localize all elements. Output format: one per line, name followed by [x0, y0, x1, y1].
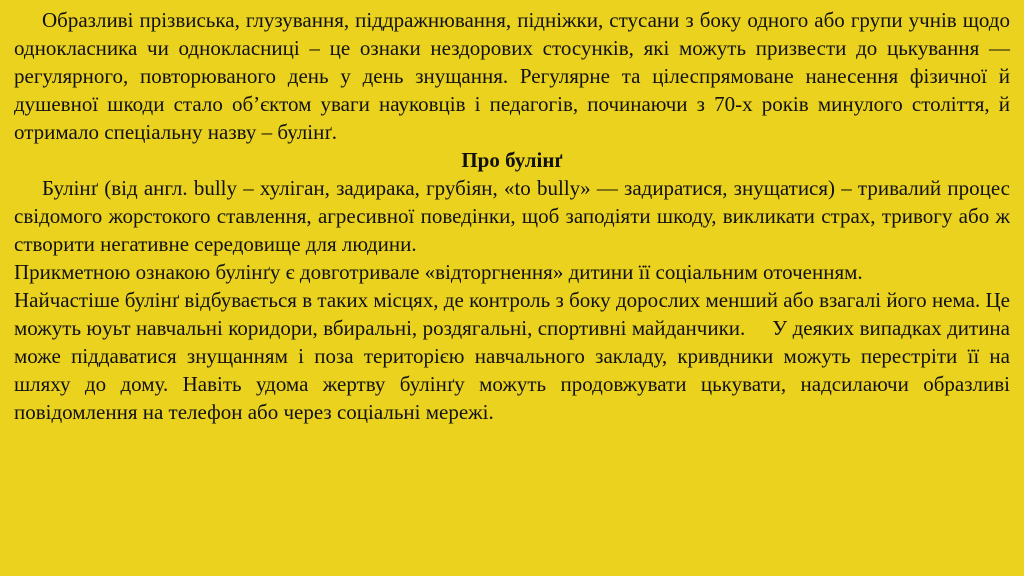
- places-paragraph: Найчастіше булінґ відбувається в таких місцях, де контроль з боку дорослих менший або взагалі його нема. Це можуть юуьт навчальні коридори, вбиральні, роздягальні, спортивні майданчики. У деяких випадках дитина може піддаватися знущанням і поза територією навчального закладу, кривдники можуть перестріти її на шляху до дому. Навіть удома жертву булінґу можуть продовжувати цькувати, надсилаючи образливі повідомлення на телефон або через соціальні мережі.: [14, 288, 1016, 424]
- section-heading: Про булінґ: [461, 148, 563, 172]
- intro-paragraph: Образливі прізвиська, глузування, піддражнювання, підніжки, стусани з боку одного або групи учнів щодо однокласника чи однокласниці – це ознаки нездорових стосунків, які можуть призвести до цькування — регулярного, повторюваного день у день знущання. Регулярне та цілеспрямоване нанесення фізичної й душевної шкоди стало об’єктом уваги науковців і педагогів, починаючи з 70-х років минулого століття, й отримало спеціальну назву – булінґ.: [14, 8, 1010, 144]
- slide-text: [14, 6, 1016, 426]
- sign-paragraph: Прикметною ознакою булінґу є довготривале «відторгнення» дитини її соціальним оточенням.: [14, 260, 863, 284]
- definition-paragraph: Булінґ (від англ. bully – хуліган, задирака, грубіян, «to bully» — задиратися, знущатися) – тривалий процес свідомого жорстокого ставлення, агресивної поведінки, щоб заподіяти шкоду, викликати страх, тривогу або ж створити негативне середовище для людини.: [14, 176, 1010, 256]
